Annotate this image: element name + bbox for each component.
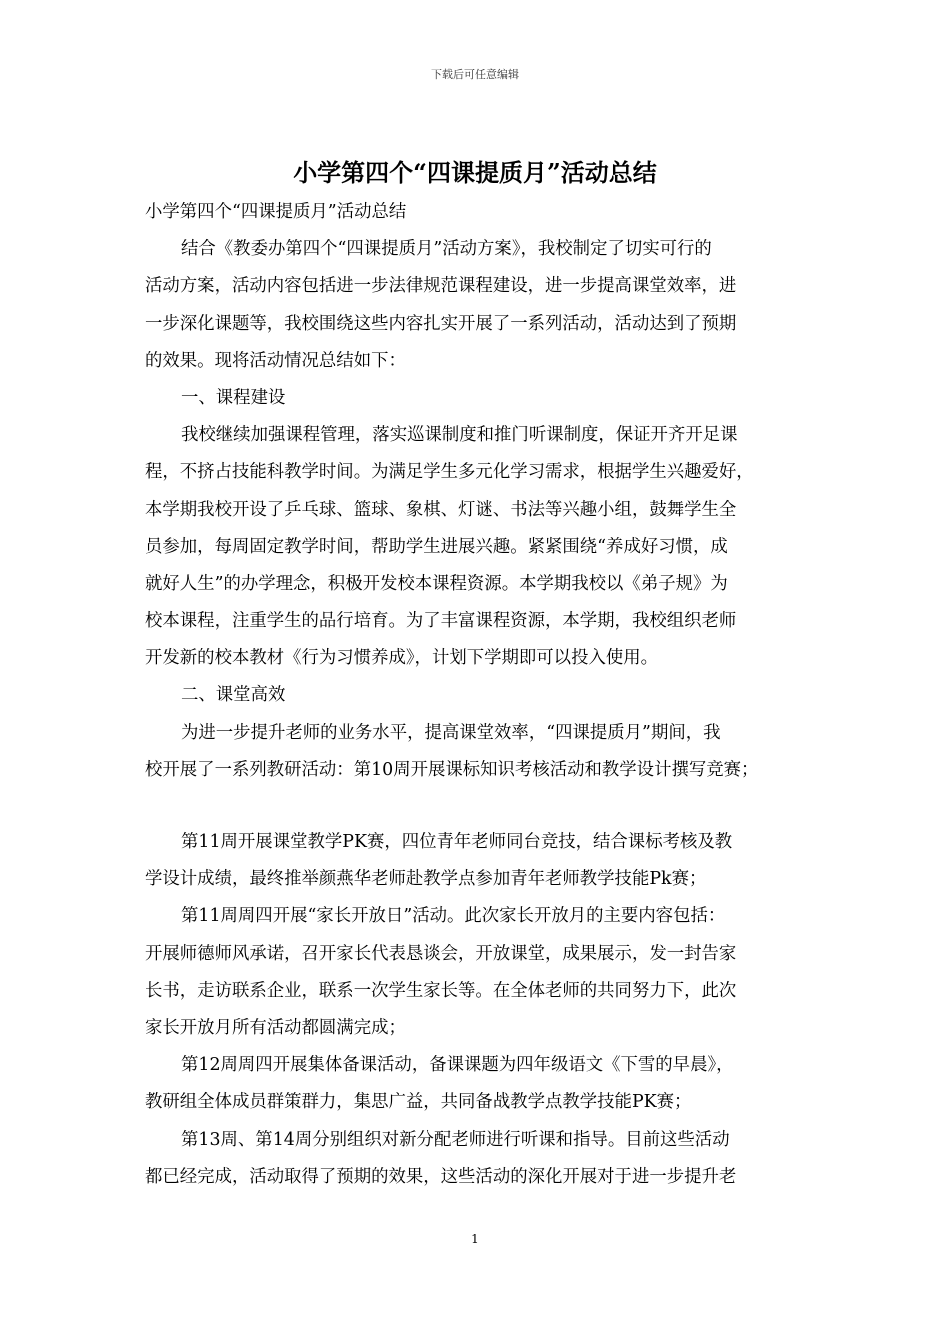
paragraph-line: 结合《教委办第四个“四课提质月”活动方案》，我校制定了切实可行的	[181, 239, 712, 260]
page-number: 1	[471, 1232, 479, 1246]
paragraph-line: 家长开放月所有活动都圆满完成；	[145, 1017, 406, 1038]
paragraph-line: 开发新的校本教材《行为习惯养成》，计划下学期即可以投入使用。	[145, 648, 659, 669]
paragraph-line: 小学第四个“四课提质月”活动总结	[145, 202, 407, 222]
paragraph-line: 第11周周四开展“家长开放日”活动。此次家长开放月的主要内容包括：	[181, 906, 726, 927]
paragraph-line: 第12周周四开展集体备课活动，备课课题为四年级语文《下雪的早晨》，	[181, 1055, 734, 1076]
paragraph-line: 程，不挤占技能科教学时间。为满足学生多元化学习需求，根据学生兴趣爱好，	[145, 462, 754, 483]
paragraph-line: 一步深化课题等，我校围绕这些内容扎实开展了一系列活动，活动达到了预期	[145, 313, 737, 334]
paragraph-line: 学设计成绩，最终推举颜燕华老师赴教学点参加青年老师教学技能Pk赛；	[145, 869, 707, 890]
document-title: 小学第四个“四课提质月”活动总结	[293, 158, 657, 187]
page-header-note: 下载后可任意编辑	[431, 68, 519, 81]
paragraph-line: 就好人生”的办学理念，积极开发校本课程资源。本学期我校以《弟子规》为	[145, 573, 728, 594]
paragraph-line: 校开展了一系列教研活动：第10周开展课标知识考核活动和教学设计撰写竞赛；	[145, 759, 759, 780]
body-text-block-1	[145, 194, 807, 789]
paragraph-line: 员参加，每周固定教学时间，帮助学生进展兴趣。紧紧围绕“养成好习惯，成	[145, 536, 728, 557]
paragraph-line: 教研组全体成员群策群力，集思广益，共同备战教学点教学技能PK赛；	[145, 1092, 692, 1113]
paragraph-line: 都已经完成，活动取得了预期的效果，这些活动的深化开展对于进一步提升老	[145, 1166, 737, 1187]
paragraph-line: 的效果。现将活动情况总结如下：	[145, 350, 406, 371]
paragraph-line: 二、课堂高效	[181, 685, 286, 706]
paragraph-line: 第13周、第14周分别组织对新分配老师进行听课和指导。目前这些活动	[181, 1129, 730, 1150]
body-text-block-2	[145, 824, 807, 1196]
paragraph-line: 活动方案，活动内容包括进一步法律规范课程建设，进一步提高课堂效率，进	[145, 276, 737, 297]
paragraph-line: 本学期我校开设了乒乓球、篮球、象棋、灯谜、书法等兴趣小组，鼓舞学生全	[145, 499, 737, 520]
paragraph-line: 长书，走访联系企业，联系一次学生家长等。在全体老师的共同努力下，此次	[145, 980, 737, 1001]
paragraph-line: 我校继续加强课程管理，落实巡课制度和推门听课制度，保证开齐开足课	[181, 425, 738, 446]
paragraph-line: 一、课程建设	[181, 387, 286, 408]
paragraph-line: 开展师德师风承诺，召开家长代表恳谈会，开放课堂，成果展示，发一封告家	[145, 943, 737, 964]
paragraph-line: 第11周开展课堂教学PK赛，四位青年老师同台竞技，结合课标考核及教	[181, 832, 733, 852]
paragraph-line: 校本课程，注重学生的品行培育。为了丰富课程资源，本学期，我校组织老师	[145, 611, 737, 632]
paragraph-line: 为进一步提升老师的业务水平，提高课堂效率，“四课提质月”期间，我	[181, 722, 721, 743]
